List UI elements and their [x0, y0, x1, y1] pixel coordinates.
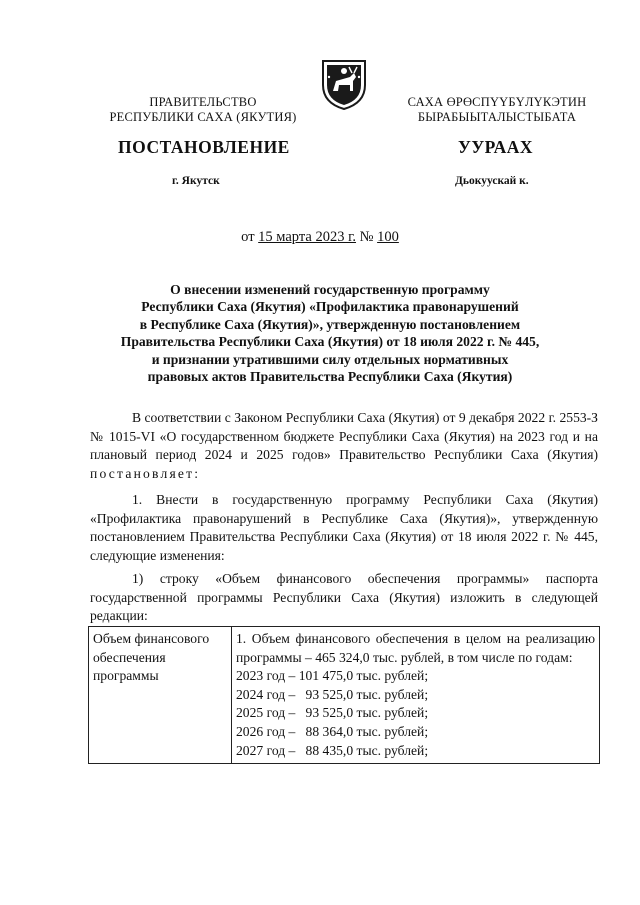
- city-yakut: Дьокуускай к.: [455, 175, 529, 187]
- government-name-yakut: [392, 95, 602, 125]
- preamble-text: В соответствии с Законом Республики Саха (Якутия) от 9 декабря 2022 г. 2553-З № 1015-VI «О государственном бюджете Республики Саха (Якутия) на 2023 год и на плановый период 2024 и 2025 годов» Правительство Республики Саха (Якутия): [90, 410, 598, 463]
- city-russian: г. Якутск: [172, 175, 220, 187]
- clause-1-text: 1. Внести в государственную программу Республики Саха (Якутия) «Профилактика правонарушений в Республике Саха (Якутия)», утвержденную постановлением Правительства Республики Саха (Якутия) от 18 июля 2022 г. № 445, следующие изменения:: [90, 492, 598, 563]
- table-cell-content: [232, 627, 600, 764]
- document-dateline: [0, 229, 640, 246]
- header-right-line1: САХА ӨРӨСПҮҮБҮЛҮКЭТИН: [407, 95, 587, 109]
- financing-intro: 1. Объем финансового обеспечения в целом на реализацию программы – 465 324,0 тыс. рублей, в том числе по годам:: [236, 631, 595, 665]
- number-label: №: [359, 229, 374, 245]
- preamble-paragraph: [90, 409, 598, 483]
- table-cell-label: Объем финансового обеспечения программы: [89, 627, 232, 764]
- title-line: правовых актов Правительства Республики Саха (Якутия): [147, 369, 513, 385]
- title-line: Республики Саха (Якутия) «Профилактика правонарушений: [141, 299, 519, 315]
- document-title: [90, 281, 570, 385]
- year-line: 2025 год – 93 525,0 тыс. рублей;: [236, 705, 429, 721]
- doc-type-russian: ПОСТАНОВЛЕНИЕ: [118, 137, 290, 157]
- header-left-line2: РЕСПУБЛИКИ САХА (ЯКУТИЯ): [109, 110, 297, 124]
- subclause-1-paragraph: [90, 570, 598, 626]
- subclause-1-text: 1) строку «Объем финансового обеспечения программы» паспорта государственной программы Республики Саха (Якутия) изложить в следующей редакции:: [90, 571, 598, 624]
- coat-of-arms-emblem-icon: [319, 55, 369, 111]
- resolution-verb: постановляет:: [90, 465, 201, 481]
- document-date: 15 марта 2023 г.: [258, 229, 357, 245]
- table-row: [89, 627, 600, 764]
- government-name-russian: [98, 95, 308, 125]
- year-line: 2023 год – 101 475,0 тыс. рублей;: [236, 668, 429, 684]
- header-right-line2: БЫРАБЫЫТАЛЫСТЫБАТА: [417, 110, 577, 124]
- title-line: в Республике Саха (Якутия)», утвержденную постановлением: [139, 316, 521, 332]
- header-left-line1: ПРАВИТЕЛЬСТВО: [149, 95, 257, 109]
- year-line: 2027 год – 88 435,0 тыс. рублей;: [236, 742, 429, 758]
- title-line: и признании утратившими силу отдельных нормативных: [151, 351, 509, 367]
- title-line: Правительства Республики Саха (Якутия) от 18 июля 2022 г. № 445,: [120, 334, 540, 350]
- year-line: 2024 год – 93 525,0 тыс. рублей;: [236, 686, 429, 702]
- document-number: 100: [377, 229, 399, 245]
- clause-1-paragraph: [90, 491, 598, 565]
- year-line: 2026 год – 88 364,0 тыс. рублей;: [236, 723, 429, 739]
- financing-table: [88, 626, 600, 764]
- title-line: О внесении изменений государственную программу: [170, 282, 490, 297]
- doc-type-yakut: УУРААХ: [458, 137, 534, 157]
- date-prefix: от: [241, 229, 255, 245]
